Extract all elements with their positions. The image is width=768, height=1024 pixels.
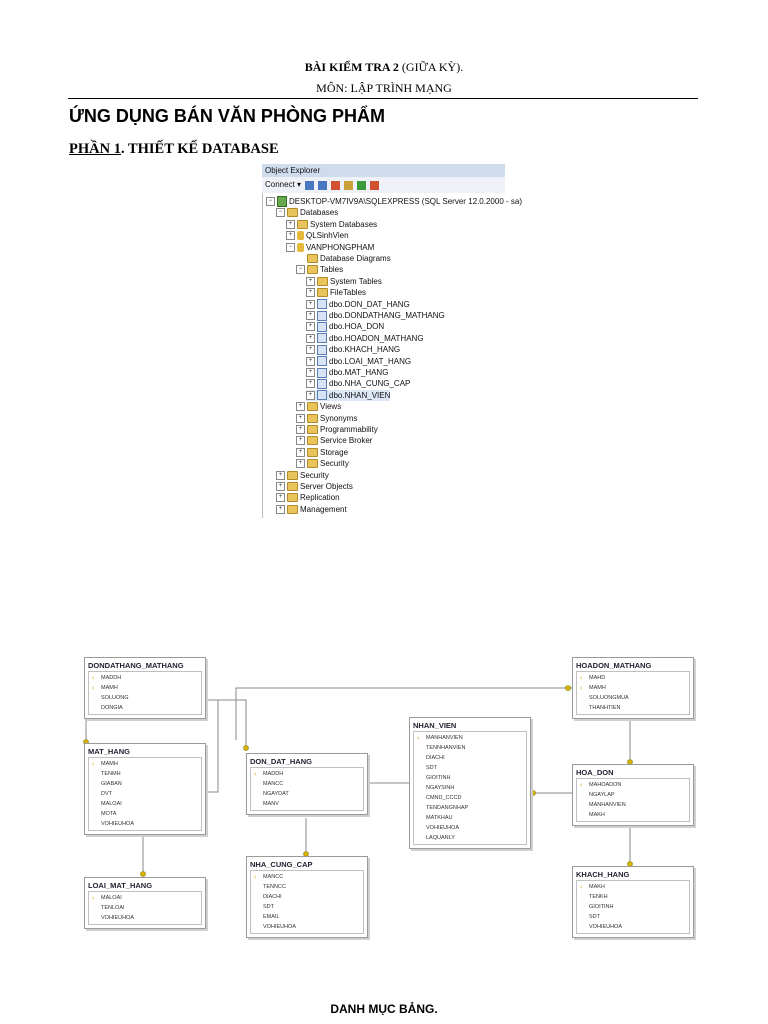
entity-field (89, 769, 201, 779)
expand-icon[interactable]: + (306, 379, 315, 388)
entity-field (251, 912, 363, 922)
tree-node-label: System Tables (330, 276, 382, 286)
field-name: MANV (263, 801, 279, 807)
section-number: PHẦN 1 (69, 141, 121, 157)
entity-field (577, 790, 689, 800)
collapse-icon[interactable]: − (286, 243, 295, 252)
exam-title-bold: BÀI KIỂM TRA 2 (304, 60, 399, 74)
entity-field (89, 903, 201, 913)
field-name: MAHOADON (589, 782, 622, 788)
entity-field (251, 769, 363, 779)
field-name: GIOITINH (589, 904, 614, 910)
field-name: THANHTIEN (589, 705, 621, 711)
primary-key-icon: ♀ (579, 783, 584, 789)
entity-field (414, 823, 526, 833)
entity-fields (576, 880, 690, 934)
entity-field (89, 759, 201, 769)
entity-field (414, 833, 526, 843)
entity-fields (250, 870, 364, 934)
entity-hoa-don[interactable] (572, 764, 694, 826)
connector-mathang-ddhmh (205, 700, 218, 792)
tree-node-label: dbo.NHAN_VIEN (329, 390, 391, 400)
entity-field (89, 673, 201, 683)
collapse-icon[interactable]: − (266, 197, 275, 206)
exam-title-rest: (GIỮA KỲ). (398, 60, 464, 74)
entity-field (577, 810, 689, 820)
field-name: MADDH (101, 675, 122, 681)
primary-key-icon: ♀ (579, 686, 584, 692)
expand-icon[interactable]: + (286, 231, 295, 240)
field-name: DIACHI (263, 894, 282, 900)
tree-node-label: DESKTOP-VM7IV9A\SQLEXPRESS (SQL Server 12.0.2000 - sa) (289, 197, 522, 206)
entity-field (414, 763, 526, 773)
tree-node-label: dbo.NHA_CUNG_CAP (329, 379, 411, 389)
tree-node-label: VANPHONGPHAM (306, 242, 375, 252)
entity-field (251, 779, 363, 789)
entity-field (577, 693, 689, 703)
expand-icon[interactable]: + (296, 402, 305, 411)
tree-node-label: Storage (320, 447, 349, 457)
entity-field (577, 683, 689, 693)
field-name: MANHANVIEN (426, 735, 463, 741)
entity-nhan-vien[interactable] (409, 717, 531, 849)
entity-field (89, 703, 201, 713)
tree-node-label: QLSinhVien (306, 231, 349, 241)
table-list-heading: DANH MỤC BẢNG. (330, 1002, 438, 1016)
collapse-icon[interactable]: − (296, 265, 305, 274)
entity-fields (576, 778, 690, 822)
entity-field (251, 799, 363, 809)
primary-key-icon: ♀ (579, 676, 584, 682)
field-name: VOHIEUHOA (263, 924, 297, 930)
entity-name: MAT_HANG (88, 747, 130, 756)
field-name: MATKHAU (426, 815, 453, 821)
tree-node-label: Databases (300, 208, 339, 218)
tree-node-label: Views (320, 402, 342, 412)
expand-icon[interactable]: + (286, 220, 295, 229)
tree-node-label: dbo.DONDATHANG_MATHANG (329, 311, 445, 320)
primary-key-icon: ♀ (416, 736, 421, 742)
field-name: CMND_CCCD (426, 795, 462, 801)
entity-field (414, 733, 526, 743)
tree-node-label: Management (300, 504, 347, 514)
connector-ddhmh-dondathang (205, 700, 246, 750)
expand-icon[interactable]: + (296, 414, 305, 423)
entity-khach-hang[interactable] (572, 866, 694, 938)
tree-node-label: dbo.HOA_DON (329, 322, 385, 332)
tree-node-label: Tables (320, 265, 344, 275)
entity-fields (413, 731, 527, 845)
field-name: TENKH (589, 894, 608, 900)
primary-key-icon: ♀ (91, 676, 96, 682)
tree-node-label: Server Objects (300, 482, 353, 491)
field-name: MANCC (263, 874, 284, 880)
field-name: MAMH (589, 685, 606, 691)
entity-field (414, 753, 526, 763)
primary-key-icon: ♀ (91, 686, 96, 692)
expand-icon[interactable]: + (306, 334, 315, 343)
expand-icon[interactable]: + (306, 300, 315, 309)
entity-field (414, 793, 526, 803)
connect-button[interactable]: Connect ▾ (265, 180, 302, 189)
entity-field (577, 892, 689, 902)
entity-loai-mat-hang[interactable] (84, 877, 206, 929)
entity-field (89, 789, 201, 799)
entity-field (89, 893, 201, 903)
object-explorer-title: Object Explorer (262, 164, 505, 177)
subject-line: MÔN: LẬP TRÌNH MẠNG (316, 81, 452, 95)
field-name: NGAYLAP (589, 792, 615, 798)
entity-field (89, 799, 201, 809)
expand-icon[interactable]: + (306, 391, 315, 400)
field-name: TENMH (101, 771, 121, 777)
entity-field (251, 872, 363, 882)
field-name: MAKH (589, 812, 605, 818)
field-name: MAHD (589, 675, 606, 681)
field-name: MANCC (263, 781, 284, 787)
tree-node-label: dbo.LOAI_MAT_HANG (329, 356, 412, 366)
entity-field (251, 892, 363, 902)
entity-field (577, 922, 689, 932)
primary-key-icon: ♀ (253, 875, 258, 881)
entity-field (89, 683, 201, 693)
entity-field (89, 913, 201, 923)
field-name: VOHIEUHOA (589, 924, 623, 930)
entity-mat-hang[interactable] (84, 743, 206, 835)
entity-field (89, 819, 201, 829)
field-name: SOLUONGMUA (589, 695, 629, 701)
expand-icon[interactable]: + (276, 505, 285, 514)
entity-field (251, 922, 363, 932)
entity-name: HOADON_MATHANG (576, 661, 652, 670)
entity-don-dat-hang[interactable] (246, 753, 368, 815)
entity-field (251, 789, 363, 799)
entity-field (577, 800, 689, 810)
collapse-icon[interactable]: − (276, 208, 285, 217)
entity-field (577, 703, 689, 713)
expand-icon[interactable]: + (296, 436, 305, 445)
entity-field (577, 882, 689, 892)
field-name: VOHIEUHOA (101, 915, 135, 921)
entity-fields (576, 671, 690, 715)
entity-field (414, 803, 526, 813)
expand-icon[interactable]: + (306, 288, 315, 297)
field-name: VOHIEUHOA (101, 821, 135, 827)
entity-field (251, 902, 363, 912)
tree-node-label: dbo.KHACH_HANG (329, 345, 401, 355)
entity-fields (88, 891, 202, 925)
entity-field (577, 902, 689, 912)
field-name: DVT (101, 791, 112, 797)
expand-icon[interactable]: + (276, 493, 285, 502)
expand-icon[interactable]: + (276, 471, 285, 480)
entity-field (414, 783, 526, 793)
field-name: GIOITINH (426, 775, 451, 781)
entity-name: LOAI_MAT_HANG (88, 881, 153, 890)
entity-field (414, 773, 526, 783)
expand-icon[interactable]: + (296, 425, 305, 434)
tree-node-label: System Databases (310, 219, 378, 229)
field-name: MOTA (101, 811, 117, 817)
entity-fields (88, 671, 202, 715)
entity-field (414, 813, 526, 823)
field-name: VOHIEUHOA (426, 825, 460, 831)
primary-key-icon: ♀ (91, 762, 96, 768)
tree-node-label: dbo.HOADON_MATHANG (329, 333, 424, 343)
entity-hoadon-mathang[interactable] (572, 657, 694, 719)
field-name: NGAYSINH (426, 785, 455, 791)
primary-key-icon: ♀ (579, 885, 584, 891)
key-end-icon (141, 872, 146, 877)
field-name: MAMH (101, 685, 118, 691)
expand-icon[interactable]: + (296, 448, 305, 457)
key-end-icon (244, 746, 249, 751)
entity-field (89, 809, 201, 819)
entity-field (251, 882, 363, 892)
tree-node-label: FileTables (330, 288, 367, 298)
entity-name: NHA_CUNG_CAP (250, 860, 313, 869)
tree-node-label: Replication (300, 493, 340, 503)
tree-node-label: Programmability (320, 425, 378, 434)
section-text: . THIẾT KẾ DATABASE (120, 141, 279, 157)
field-name: MADDH (263, 771, 284, 777)
primary-key-icon: ♀ (91, 896, 96, 902)
entity-field (577, 673, 689, 683)
tree-node-label: dbo.DON_DAT_HANG (329, 299, 410, 309)
primary-key-icon: ♀ (253, 772, 258, 778)
field-name: SDT (589, 914, 600, 920)
key-end-icon (531, 791, 536, 796)
tree-node-label: Service Broker (320, 436, 373, 446)
entity-name: NHAN_VIEN (413, 721, 457, 730)
field-name: SDT (426, 765, 437, 771)
entity-fields (250, 767, 364, 811)
entity-field (577, 780, 689, 790)
entity-field (414, 743, 526, 753)
entity-field (577, 912, 689, 922)
expand-icon[interactable]: + (306, 345, 315, 354)
field-name: NGAYDAT (263, 791, 289, 797)
entity-name: HOA_DON (576, 768, 614, 777)
field-name: MALOAI (101, 801, 122, 807)
expand-icon[interactable]: + (276, 482, 285, 491)
tree-node-label: dbo.MAT_HANG (329, 368, 389, 377)
document-title: ỨNG DỤNG BÁN VĂN PHÒNG PHẨM (69, 106, 385, 126)
entity-field (89, 779, 201, 789)
expand-icon[interactable]: + (306, 311, 315, 320)
field-name: DONGIA (101, 705, 123, 711)
entity-dondathang-mathang[interactable] (84, 657, 206, 719)
expand-icon[interactable]: + (296, 459, 305, 468)
field-name: SDT (263, 904, 274, 910)
field-name: LAQUANLY (426, 835, 455, 841)
expand-icon[interactable]: + (306, 322, 315, 331)
tree-node-label: Security (320, 459, 349, 469)
field-name: MANHANVIEN (589, 802, 626, 808)
tree-node-label: Security (300, 470, 329, 480)
field-name: MALOAI (101, 895, 122, 901)
field-name: TENNHANVIEN (426, 745, 466, 751)
entity-field (89, 693, 201, 703)
expand-icon[interactable]: + (306, 357, 315, 366)
expand-icon[interactable]: + (306, 368, 315, 377)
field-name: DIACHI (426, 755, 445, 761)
expand-icon[interactable]: + (306, 277, 315, 286)
entity-nha-cung-cap[interactable] (246, 856, 368, 938)
key-end-icon (566, 686, 571, 691)
entity-name: KHACH_HANG (576, 870, 630, 879)
field-name: GIABAN (101, 781, 122, 787)
entity-name: DON_DAT_HANG (250, 757, 312, 766)
field-name: TENNCC (263, 884, 286, 890)
field-name: SOLUONG (101, 695, 129, 701)
tree-node-label: Database Diagrams (320, 254, 391, 263)
entity-name: DONDATHANG_MATHANG (88, 661, 184, 670)
field-name: MAKH (589, 884, 605, 890)
field-name: TENLOAI (101, 905, 125, 911)
field-name: EMAIL (263, 914, 280, 920)
field-name: MAMH (101, 761, 118, 767)
entity-fields (88, 757, 202, 831)
field-name: TENDANGNHAP (426, 805, 469, 811)
tree-node-label: Synonyms (320, 413, 358, 423)
